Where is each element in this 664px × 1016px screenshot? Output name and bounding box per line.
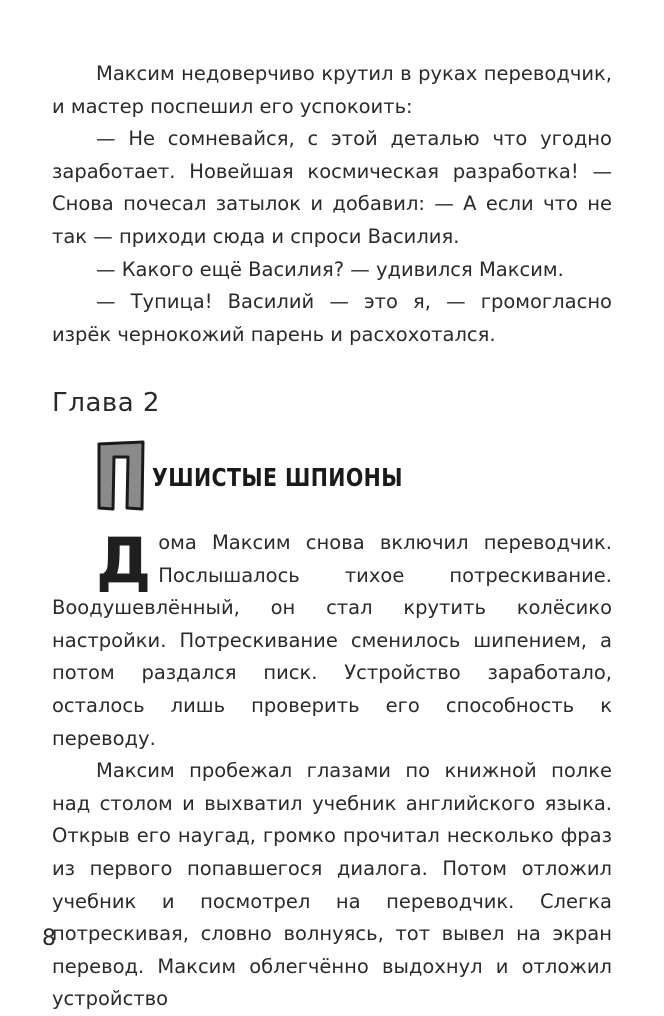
previous-chapter-ending bbox=[52, 58, 612, 351]
paragraph bbox=[52, 524, 612, 755]
paragraph: — Не сомневайся, с этой деталью что угодно заработает. Новейшая космическая разработка! — Снова почесал затылок и добавил: — А если что не так — приходи сюда и спроси Василия. bbox=[52, 127, 612, 248]
page-number: 8 bbox=[42, 926, 56, 951]
paragraph-text: ома Максим снова включил переводчик. Послышалось тихое потрескивание. Воодушевлённый, он стал крутить колёсико настройки. Потрескивание сменилось шипением, а потом раздался писк. Устройство заработало, осталось лишь проверить его способность к переводу. bbox=[52, 531, 612, 750]
chapter-title-initial bbox=[96, 439, 146, 511]
chapter-body bbox=[52, 524, 612, 1016]
chapter-label: Глава 2 bbox=[52, 388, 160, 418]
paragraph: Максим недоверчиво крутил в руках переводчик, и мастер поспешил его успокоить: bbox=[52, 62, 612, 118]
chapter-title-initial-text: П bbox=[117, 491, 125, 502]
chapter-title-text: УШИСТЫЕ ШПИОНЫ bbox=[152, 462, 403, 492]
paragraph: Максим пробежал глазами по книжной полке над столом и выхватил учебник английского языка. Открыв его наугад, громко прочитал несколько фраз из первого попавшегося диалога. Потом отложил учебник и посмотрел на переводчик. Слегка потрескивая, словно волнуясь, тот вывел на экран перевод. Максим облегчённо выдохнул и отложил устройство bbox=[52, 759, 612, 1011]
paragraph: — Тупица! Василий — это я, — громогласно изрёк чернокожий парень и расхохотался. bbox=[52, 290, 612, 346]
drop-cap: Д bbox=[96, 524, 151, 597]
paragraph: — Какого ещё Василия? — удивился Максим. bbox=[96, 257, 564, 281]
chapter-title bbox=[96, 440, 458, 510]
